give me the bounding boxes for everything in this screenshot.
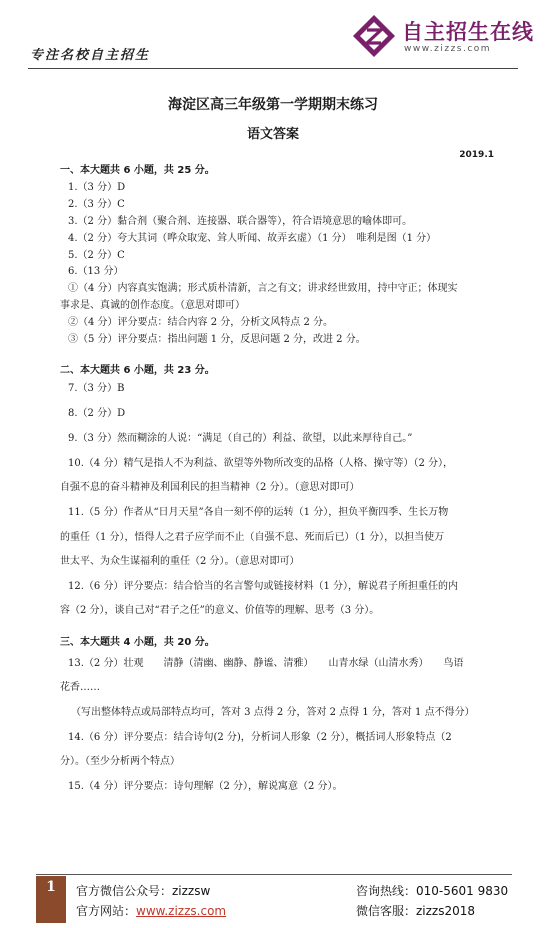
answer-line: 的重任（1 分），悟得人之君子应学而不止（自强不息、死而后已）（1 分），以担当使万	[60, 532, 445, 543]
answer-line: 12.（6 分）评分要点：结合恰当的名言警句或链接材料（1 分），解说君子所担重任的内	[68, 581, 458, 592]
answer-line: ①（4 分）内容真实饱满；形式质朴清新，言之有文；讲求经世致用，持中守正；体现实	[68, 283, 458, 294]
logo-name: 自主招生在线	[402, 20, 534, 44]
answer-line: （写出整体特点或局部特点均可，答对 3 点得 2 分，答对 2 点得 1 分，答对 1 点不得分）	[71, 707, 475, 718]
section-heading: 二、本大题共 6 小题，共 23 分。	[60, 365, 215, 376]
answer-line: ③（5 分）评分要点：指出问题 1 分，反思问题 2 分，改进 2 分。	[68, 334, 366, 345]
document-subtitle: 语文答案	[246, 127, 299, 142]
answer-line: 世太平、为众生谋福利的重任（2 分）。（意思对即可）	[60, 556, 300, 567]
answer-line: 14.（6 分）评分要点：结合诗句(2 分)，分析词人形象（2 分），概括词人形象特点（2	[68, 732, 452, 743]
website-row	[76, 902, 226, 919]
website-label: 官方网站：	[76, 904, 137, 918]
answer-line: 自强不息的奋斗精神及利国利民的担当精神（2 分）。（意思对即可）	[60, 482, 360, 493]
answer-line: 3.（2 分）黏合剂（聚合剂、连接器、联合器等），符合语境意思的喻体即可。	[68, 216, 413, 227]
answer-line: 1.（3 分）D	[68, 182, 126, 193]
answer-line: 4.（2 分）夸大其词（哗众取宠、耸人听闻、故弄玄虚）（1 分） 唯利是图（1 分）	[68, 233, 437, 244]
document-date: 2019.1	[459, 150, 494, 160]
zizzs-logo-icon	[352, 14, 396, 58]
logo-url: www.zizzs.com	[404, 44, 492, 54]
answer-line: 6.（13 分）	[68, 266, 124, 277]
section-heading: 一、本大题共 6 小题，共 25 分。	[60, 165, 215, 176]
answer-line: 8.（2 分）D	[68, 408, 126, 419]
answer-line: 分）。（至少分析两个特点）	[60, 756, 180, 767]
page-header	[0, 0, 546, 80]
answer-line: 11.（5 分）作者从“日月天星”各自一刻不停的运转（1 分），担负平衡四季、生长万物	[68, 507, 449, 518]
answer-line: 花香……	[60, 682, 100, 693]
answer-line: 15.（4 分）评分要点：诗句理解（2 分），解说寓意（2 分）。	[68, 781, 343, 792]
answer-line: 10.（4 分）精气是指人不为利益、欲望等外物所改变的品格（人格、操守等）（2 分），	[68, 458, 453, 469]
wechat-account: 官方微信公众号：zizzsw	[76, 884, 211, 898]
answer-line: 9.（3 分）然而糊涂的人说：“满足（自己的）利益、欲望，以此来厚待自己。”	[68, 433, 413, 444]
section-heading: 三、本大题共 4 小题，共 20 分。	[60, 637, 215, 648]
answer-line: 容（2 分），谈自己对“君子之任”的意义、价值等的理解、思考（3 分）。	[60, 605, 380, 616]
wechat-service: 微信客服：zizzs2018	[356, 904, 476, 918]
answer-line: 7.（3 分）B	[68, 383, 125, 394]
header-divider	[28, 68, 518, 69]
answer-line: 5.（2 分）C	[68, 250, 125, 261]
hotline: 咨询热线：010-5601 9830	[356, 884, 509, 898]
page-number: 1	[36, 876, 66, 923]
slogan: 专注名校自主招生	[30, 48, 151, 63]
answer-line: 13.（2 分）壮观 清静（清幽、幽静、静谧、清雅） 山青水绿（山清水秀） 鸟语	[68, 658, 464, 669]
footer-divider	[36, 874, 512, 875]
answer-line: 2.（3 分）C	[68, 199, 125, 210]
document-title: 海淀区高三年级第一学期期末练习	[168, 97, 378, 113]
answer-line: 事求是、真诚的创作态度。（意思对即可）	[60, 300, 245, 311]
answer-line: ②（4 分）评分要点：结合内容 2 分，分析文风特点 2 分。	[68, 317, 333, 328]
website-link[interactable]: www.zizzs.com	[136, 904, 227, 918]
